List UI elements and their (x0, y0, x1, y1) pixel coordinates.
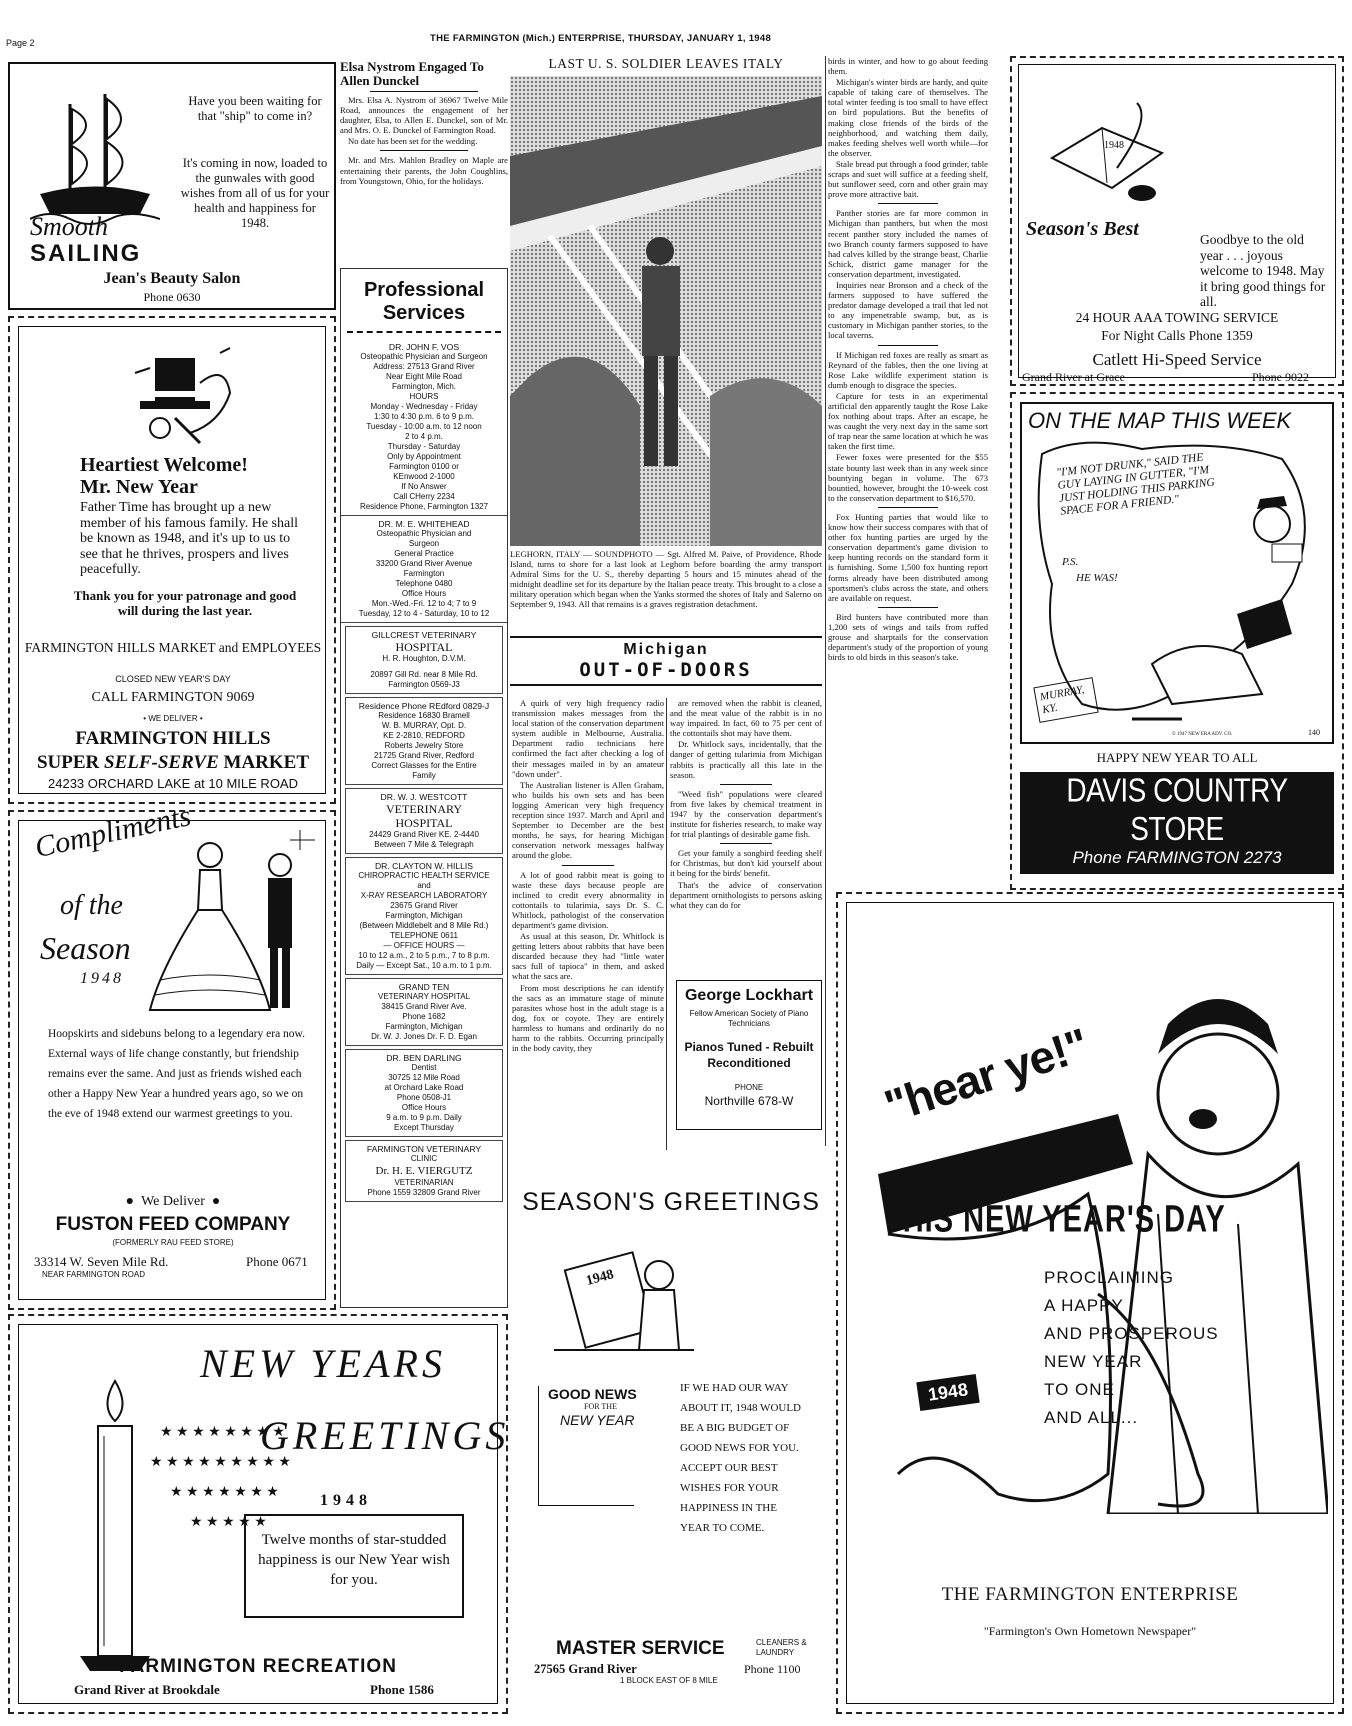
store-subtitle: SUPER SELF-SERVE MARKET (36, 752, 310, 773)
newspaper-reader-illustration (554, 1240, 694, 1370)
top-hat-party-illustration (130, 343, 240, 453)
night-calls: For Night Calls Phone 1359 (1101, 328, 1253, 343)
listing-line: If No Answer (401, 482, 447, 491)
article-paragraph: Bird hunters have contributed more than 1,200 sets of wings and tails from ruffed grouse and sharptails for the conservation department's study of the proportion of young birds to old birds in this season's take. (828, 611, 988, 663)
article-paragraph: "Weed fish" populations were cleared from five lakes by chemical treatment in 1947 by the conservation department's institute for fisheries research, to make way for trial plantings of desirable game fish. (670, 788, 822, 840)
listing-line: (Between Middlebelt and 8 Mile Rd.) (359, 921, 489, 930)
article-paragraph: are removed when the rabbit is cleaned, and the meat value of the rabbit is in no way impaired. In fact, 60 to 75 per cent of the cottontails shot may have them. (670, 698, 822, 739)
cartoon-credit: © 1947 NEW ERA ADV. CO. (1172, 732, 1233, 737)
page-number: Page 2 (6, 38, 35, 48)
listing-line: X-RAY RESEARCH LABORATORY (360, 891, 488, 900)
store-phone: Phone FARMINGTON 2273 (1072, 848, 1282, 867)
listing-line: DR. M. E. WHITEHEAD (378, 519, 470, 529)
store-address: 24233 ORCHARD LAKE at 10 MILE ROAD (48, 776, 298, 791)
article-paragraph: Capture for tests in an experimental artificial den apparently taught the Rose Lake fox nothing about traps. After an escape, he was caught the very next day in the same sort of trap near the same location at which he was taken the first time. (828, 390, 988, 452)
year-label: 1948 (320, 1492, 372, 1509)
listing-line: Farmington 0100 or (389, 462, 459, 471)
listing-line: Residence Phone, Farmington 1327 (359, 502, 489, 511)
store-name: FARMINGTON HILLS (75, 728, 271, 749)
ad-body: IF WE HAD OUR WAY ABOUT IT, 1948 WOULD BE A BIG BUDGET OF GOOD NEWS FOR YOU. ACCEPT OUR BEST WISHES FOR YOUR HAPPINESS IN THE YEAR TO COME. (680, 1382, 801, 1534)
of-the-script: of the (60, 890, 123, 921)
listing-line: Daily — Except Sat., 10 a.m. to 1 p.m. (356, 961, 492, 970)
business-phone: Phone 1100 (744, 1662, 801, 1676)
listing-line: Roberts Jewelry Store (384, 741, 464, 750)
proclamation-line: AND ALL... (1044, 1408, 1139, 1427)
newspaper-name: THE FARMINGTON ENTERPRISE (941, 1584, 1239, 1605)
ad-master-service (520, 1140, 822, 1714)
outdoors-column-2 (670, 698, 822, 911)
cartoon-number: 140 (1308, 728, 1320, 737)
listing-line: Monday - Wednesday - Friday (370, 402, 478, 411)
listing-line: 10 to 12 a.m., 2 to 5 p.m., 7 to 8 p.m. (358, 951, 490, 960)
article-paragraph: Dr. Whitlock says, incidentally, that the danger of getting tularimia from Michigan rabbits is practically all this late in the season. (670, 739, 822, 780)
section-title: Professional (363, 279, 485, 301)
store-banner (1020, 771, 1334, 889)
article-paragraph: Fewer foxes were presented for the $55 state bounty last week than in any week since bountying began in volume. The 673 bountied, however, brought the 10-week cost to the conservation department to $16,570. (828, 452, 988, 503)
article-paragraph: The Australian listener is Allen Graham, who builds his own sets and has been logging American very high frequency reception since 1937. March and April and September to December are the best months, he says, for hearing Michigan conservation network messages halfway around the globe. (512, 779, 664, 861)
business-name: FARMINGTON RECREATION (119, 1656, 397, 1677)
call-line: CALL FARMINGTON 9069 (91, 690, 255, 705)
listing-line: Correct Glasses for the Entire (371, 761, 477, 770)
ad-davis-country-store (1010, 392, 1344, 890)
listing-line: Phone 0508-J1 (396, 1093, 452, 1102)
listing-line: VETERINARY (386, 802, 462, 816)
heading-new-year: Mr. New Year (80, 476, 198, 498)
company-address: 33314 W. Seven Mile Rd. (34, 1254, 169, 1269)
listing-line: FARMINGTON VETERINARY (366, 1144, 482, 1154)
proclamation-line: PROCLAIMING (1044, 1268, 1175, 1287)
article-paragraph: Fox Hunting parties that would like to know how their success compares with that of other fox hunting parties are urged by the conservation department's game division to keep hunting records on the standard form it is furnishing. Some 1,500 fox hunting report forms already have been distributed among sportsmen's clubs across the state, and others are available on request. (828, 511, 988, 603)
deliver-notice: • WE DELIVER • (143, 714, 203, 723)
listing-line: Phone 1559 32809 Grand River (367, 1188, 481, 1197)
section-title: Services (382, 302, 466, 324)
masthead: THE FARMINGTON (Mich.) ENTERPRISE, THURSDAY, JANUARY 1, 1948 (430, 33, 772, 44)
listing-line: 33200 Grand River Avenue (375, 559, 473, 568)
cartoon-place: MURRAY, KY. (1033, 677, 1098, 723)
listing-line: Thursday - Saturday (387, 442, 461, 451)
new-year-wish: Twelve months of star-studded happiness is our New Year wish for you. (258, 1532, 450, 1588)
listing-line: 20897 Gill Rd. near 8 Mile Rd. (370, 670, 478, 679)
listing-line: 38415 Grand River Ave. (381, 1002, 467, 1011)
heading-welcome: Heartiest Welcome! (80, 454, 248, 476)
cleaners-line: CLEANERS & LAUNDRY (756, 1638, 807, 1657)
professional-listing (345, 788, 503, 854)
business-phone: Northville 678-W (704, 1094, 794, 1108)
soldier-photo (510, 76, 822, 546)
article-title: OUT-OF-DOORS (579, 659, 753, 681)
listing-line: W. B. MURRAY, Opt. D. (381, 721, 467, 730)
article-paragraph: Inquiries near Bronson and a check of the farmers supposed to have suffered the predator damage developed a trail that led not to any impenetrable swamp, but, as is customary in Michigan panther stories, to the local taverns. (828, 279, 988, 341)
formerly-line: (FORMERLY RAU FEED STORE) (112, 1238, 234, 1247)
business-name: Catlett Hi-Speed Service (1092, 350, 1262, 369)
listing-line: Farmington (403, 569, 445, 578)
cartoon-quote: "I'M NOT DRUNK," SAID THE GUY LAYING IN GUTTER, "I'M JUST HOLDING THIS PARKING SPACE FOR A FRIEND." (1055, 451, 1216, 518)
store-name: DAVIS COUNTRY STORE (1066, 771, 1288, 848)
listing-line: at Orchard Lake Road (384, 1083, 464, 1092)
svg-text:★ ★ ★ ★ ★ ★ ★: ★ ★ ★ ★ ★ ★ ★ (170, 1485, 279, 1500)
listing-line: 24429 Grand River KE. 2-4440 (369, 830, 479, 839)
professional-listing (345, 1140, 503, 1202)
art-good-news: GOOD NEWS (548, 1386, 637, 1402)
listing-line: Address: 27513 Grand River (373, 362, 475, 371)
proclamation-line: TO ONE (1044, 1380, 1115, 1399)
listing-line: HOURS (409, 392, 439, 401)
listing-line: HOSPITAL (395, 816, 453, 830)
ad-body: Hoopskirts and sidebuns belong to a legendary era now. External ways of life change constantly, but friendship remains ever the same. And just as friends wished each other a Happy New Year a hundred years ago, so we on the eve of 1948 extend our warmest greetings to you. (48, 1028, 305, 1120)
svg-text:1948: 1948 (584, 1267, 616, 1289)
article-paragraph: birds in winter, and how to go about feeding them. (828, 56, 988, 77)
ad-fuston-feed (8, 799, 336, 1310)
svg-text:★ ★ ★ ★ ★ ★ ★ ★ ★: ★ ★ ★ ★ ★ ★ ★ ★ ★ (150, 1455, 291, 1470)
article-paragraph: Michigan's winter birds are hardy, and quite capable of taking care of themselves. The total winter feeding is too small to have effect on bird populations. But the benefits of making close friends of the birds of the neighborhood, and watching them daily, makes feeding shelves well worth while—for the observer. (828, 77, 988, 158)
ad-george-lockhart (676, 980, 822, 1130)
business-name: George Lockhart (684, 987, 814, 1004)
article-paragraph: Get your family a songbird feeding shelf for Christmas, but don't kid yourself about it being for the birds' benefit. (670, 848, 822, 879)
photo-article-soldier (510, 56, 822, 609)
new-years-day-heading: THIS NEW YEAR'S DAY (884, 1199, 1226, 1241)
listing-line: Office Hours (401, 1103, 447, 1112)
article-headline: Elsa Nystrom Engaged To Allen Dunckel (340, 59, 484, 88)
listing-line: Tuesday - 10:00 a.m. to 12 noon (366, 422, 482, 431)
listing-line: 9 a.m. to 9 p.m. Daily (386, 1113, 462, 1122)
article-paragraph: If Michigan red foxes are really as smart as Reynard of the fables, then the one living at Rose Lake wildlife experiment station is dumb enough to disgrace the species. (828, 349, 988, 390)
article-paragraph: As usual at this season, Dr. Whitlock is getting letters about rabbits that have been discarded because they had "little water sacs full of tapioca" in them, and asked what the sacs are. (512, 931, 664, 982)
professional-listing (345, 1049, 503, 1137)
smooth-script: Smooth (30, 212, 108, 241)
listing-line: GRAND TEN (398, 982, 450, 992)
listing-line: GILLCREST VETERINARY (371, 630, 477, 640)
listing-line: Office Hours (401, 589, 447, 598)
listing-line: and (417, 881, 431, 890)
article-paragraph: From most descriptions he can identify the sacs as an immature stage of minute parasites whose host in the adult stage is a dog, fox or coyote. They are entirely harmless to humans and ordinarily do no harm to the rabbits. Occurring principally in the body cavity, they (512, 982, 664, 1054)
newspaper-slogan: "Farmington's Own Hometown Newspaper" (983, 1624, 1197, 1638)
store-address: 20330 SO. FARMINGTON RD. (1061, 872, 1293, 889)
listing-line: 21725 Grand River, Redford (373, 751, 475, 760)
listing-line: — OFFICE HOURS — (383, 941, 465, 950)
article-paragraph: Mr. and Mrs. Mahlon Bradley on Maple are entertaining their parents, the John Coughlins, from Youngstown, Ohio, for the holidays. (340, 155, 508, 186)
listing-line: Dr. W. J. Jones Dr. F. D. Egan (371, 1032, 477, 1041)
business-name: MASTER SERVICE (556, 1638, 725, 1659)
business-address: 27565 Grand River (534, 1662, 637, 1676)
greetings-title: GREETINGS (260, 1413, 510, 1458)
business-phone: Phone 0630 (143, 290, 201, 304)
listing-line: Osteopathic Physician and (376, 529, 472, 538)
company-name: FUSTON FEED COMPANY (55, 1214, 291, 1235)
block-line: 1 BLOCK EAST OF 8 MILE (620, 1676, 718, 1685)
listing-line: Between 7 Mile & Telegraph (374, 840, 474, 849)
ad-text-wishes: It's coming in now, loaded to the gunwales with good wishes from all of us for your health and happiness for 1948. (180, 156, 330, 230)
listing-line: 1:30 to 4:30 p.m. 6 to 9 p.m. (373, 412, 475, 421)
proclamation-line: NEW YEAR (1044, 1352, 1143, 1371)
business-phone: Phone 1586 (370, 1682, 434, 1697)
article-paragraph: Mrs. Elsa A. Nystrom of 36967 Twelve Mile Road, announces the engagement of her daughter, Elsa, to Allen E. Dunckel, son of Mr. and Mrs. O. E. Dunckel of Farmington Road. (340, 95, 508, 136)
listing-line: 2 to 4 p.m. (405, 432, 443, 441)
art-year: 1948 (1104, 140, 1124, 151)
listing-line: DR. JOHN F. VOS (388, 342, 460, 352)
professional-services (340, 268, 508, 1308)
professional-listing (345, 626, 503, 694)
listing-line: Osteopathic Physician and Surgeon (360, 352, 488, 361)
listing-line: Telephone 0480 (395, 579, 453, 588)
article-title: Michigan (623, 641, 709, 658)
listing-line: Farmington, Mich. (391, 382, 457, 391)
article-paragraph: That's the advice of conservation department ornithologists to persons asking what they can do for (670, 879, 822, 910)
listing-line: VETERINARIAN (394, 1178, 454, 1187)
listing-line: 23675 Grand River (390, 901, 458, 910)
business-name: Jean's Beauty Salon (103, 270, 241, 287)
svg-text:★ ★ ★ ★ ★: ★ ★ ★ ★ ★ (190, 1515, 267, 1530)
article-paragraph: No date has been set for the wedding. (348, 136, 478, 147)
ad-farmington-hills-market (8, 316, 336, 804)
book-quill-illustration (1042, 98, 1172, 208)
article-paragraph: A quirk of very high frequency radio transmission makes messages from the local station of the conservation department system audible in Melbourne, Australia. Department radio technicians here confirmed the fact after checking a log of their messages mailed in by an amateur "down under". (512, 698, 664, 779)
listing-line: TELEPHONE 0611 (390, 931, 458, 940)
article-paragraph: Panther stories are far more common in Michigan than panthers, but when the most recent panther story included the names of two Branch county farmers supposed to have had calves killed by the strange beast, Charlie Schick, district game manager for the conservation department, investigated. (828, 208, 988, 279)
society-line: Fellow American Society of Piano Technicians (689, 1009, 809, 1028)
listing-line: DR. BEN DARLING (386, 1053, 462, 1063)
listing-line: General Practice (394, 549, 454, 558)
hoopskirt-couple-illustration (140, 830, 320, 1020)
ad-farmington-recreation (8, 1314, 508, 1714)
listing-line: Family (412, 771, 436, 780)
year-script: 1948 (80, 970, 124, 987)
professional-listings (341, 339, 507, 1202)
cartoon-ps: P.S. (1062, 556, 1079, 568)
cartoon-panel (1020, 402, 1334, 744)
deliver-line: ● We Deliver ● (125, 1194, 221, 1209)
hear-ye-banner: "hear ye!" (878, 1018, 1095, 1133)
business-phone: Phone 9022 (1252, 370, 1309, 384)
listing-line: Dr. H. E. VIERGUTZ (375, 1165, 473, 1177)
article-outdoors-continued (828, 56, 988, 663)
listing-line: HOSPITAL (395, 640, 453, 654)
listing-line: DR. CLAYTON W. HILLIS (374, 861, 474, 871)
ad-text: Goodbye to the old year . . . joyous welcome to 1948. May it bring good things for all. (1200, 232, 1326, 309)
business-address: Grand River at Grace (1022, 370, 1125, 384)
ad-text-ship: Have you been waiting for that "ship" to come in? (188, 94, 322, 123)
professional-listing (341, 516, 507, 623)
listing-line: VETERINARY HOSPITAL (377, 992, 471, 1001)
art-new-year: NEW YEAR (560, 1412, 635, 1428)
listing-line: Residence Phone REdford 0829-J (358, 701, 490, 711)
proclamation-line: AND PROSPEROUS (1044, 1324, 1219, 1343)
listing-line: Tuesday, 12 to 4 - Saturday, 10 to 12 (358, 609, 490, 618)
near-line: NEAR FARMINGTON ROAD (42, 1270, 145, 1279)
listing-line: 30725 12 Mile Road (388, 1073, 460, 1082)
svg-text:★ ★ ★ ★ ★ ★ ★ ★: ★ ★ ★ ★ ★ ★ ★ ★ (160, 1425, 285, 1440)
listing-line: Farmington, Michigan (385, 1022, 463, 1031)
listing-line: Mon.-Wed.-Fri. 12 to 4; 7 to 9 (371, 599, 477, 608)
compliments-script: Compliments (32, 799, 194, 865)
listing-line: Farmington, Michigan (385, 911, 463, 920)
company-phone: Phone 0671 (246, 1254, 308, 1269)
listing-line: Phone 1682 (402, 1012, 446, 1021)
listing-line: Except Thursday (394, 1123, 454, 1132)
ad-body: Father Time has brought up a new member of his famous family. He shall be known as 1948, and it's up to us to see that he thrives, prospers and lives peacefully. (80, 500, 298, 577)
art-for-the: FOR THE (584, 1402, 617, 1411)
happy-new-year: HAPPY NEW YEAR TO ALL (1096, 750, 1258, 765)
seasons-best-script: Season's Best (1026, 218, 1139, 240)
ad-farmington-enterprise (836, 892, 1344, 1714)
listing-line: Surgeon (408, 539, 440, 548)
services-line: Pianos Tuned - Rebuilt Reconditioned (684, 1040, 814, 1070)
year-badge: 1948 (916, 1374, 979, 1411)
ad-thanks: Thank you for your patronage and good will during the last year. (73, 588, 297, 618)
listing-line: Residence 16830 Bramell (378, 711, 470, 720)
closed-notice: CLOSED NEW YEAR'S DAY (115, 674, 231, 684)
professional-listing (345, 697, 503, 785)
listing-line: Only by Appointment (387, 452, 461, 461)
listing-line: Call CHerry 2234 (393, 492, 455, 501)
greeting-title: SEASON'S GREETINGS (522, 1188, 820, 1216)
cartoon-ps-text: HE WAS! (1076, 572, 1118, 584)
article-paragraph: A lot of good rabbit meat is going to waste these days because people are inclined to credit every abnormality in cottontails to tularimia, says Dr. S. C. Whitlock, pathologist of the conservation department's game division. (512, 869, 664, 930)
photo-caption: LEGHORN, ITALY — SOUNDPHOTO — Sgt. Alfred M. Paive, of Providence, Rhode Island, turns to shore for a last look at Leghorn before boarding the army transport Admiral Sims for the U. S., thereby departing 5 hours and 15 minutes ahead of the midnight deadline set for its departure by the Italian peace treaty. This brought to a close a military operation which began when the Yanks stormed the shores of Italy and Salerno on September 9, 1943. All that remains is a graves registration detachment. (510, 549, 822, 609)
listing-line: CLINIC (410, 1154, 438, 1163)
professional-listing (341, 339, 507, 516)
sailing-logo: SAILING (30, 240, 142, 267)
listing-line: KE 2-2810, REDFORD (383, 731, 465, 740)
professional-listing (345, 857, 503, 975)
photo-headline: LAST U. S. SOLDIER LEAVES ITALY (548, 56, 784, 71)
article-michigan-outdoors (510, 636, 822, 686)
ad-catlett-hi-speed (1010, 56, 1344, 386)
business-address: Grand River at Brookdale (74, 1682, 220, 1697)
season-script: Season (40, 930, 131, 966)
market-employees: FARMINGTON HILLS MARKET and EMPLOYEES (24, 640, 322, 655)
ad-jeans-beauty-salon (8, 62, 336, 310)
listing-line: Dentist (411, 1063, 437, 1072)
professional-listing (345, 978, 503, 1046)
towing-service: 24 HOUR AAA TOWING SERVICE (1075, 310, 1279, 325)
proclamation (1044, 1264, 1219, 1432)
proclamation-line: A HAPPY (1044, 1296, 1124, 1315)
listing-line: Farmington 0569-J3 (388, 680, 460, 689)
cartoon-title: ON THE MAP THIS WEEK (1028, 408, 1292, 433)
listing-line: KEnwood 2-1000 (393, 472, 455, 481)
new-years-title: NEW YEARS (200, 1341, 446, 1386)
phone-label: PHONE (734, 1083, 764, 1092)
article-paragraph: Stale bread put through a food grinder, table scraps and suet will suffice at a feeding shelf, but sunflower seed, corn and other grain may prove more attractive bait. (828, 158, 988, 200)
listing-line: CHIROPRACTIC HEALTH SERVICE (358, 871, 490, 880)
outdoors-column-1 (512, 698, 664, 1054)
article-nystrom (340, 60, 508, 187)
listing-line: Near Eight Mile Road (385, 372, 463, 381)
listing-line: DR. W. J. WESTCOTT (380, 792, 468, 802)
listing-line: H. R. Houghton, D.V.M. (382, 654, 466, 663)
